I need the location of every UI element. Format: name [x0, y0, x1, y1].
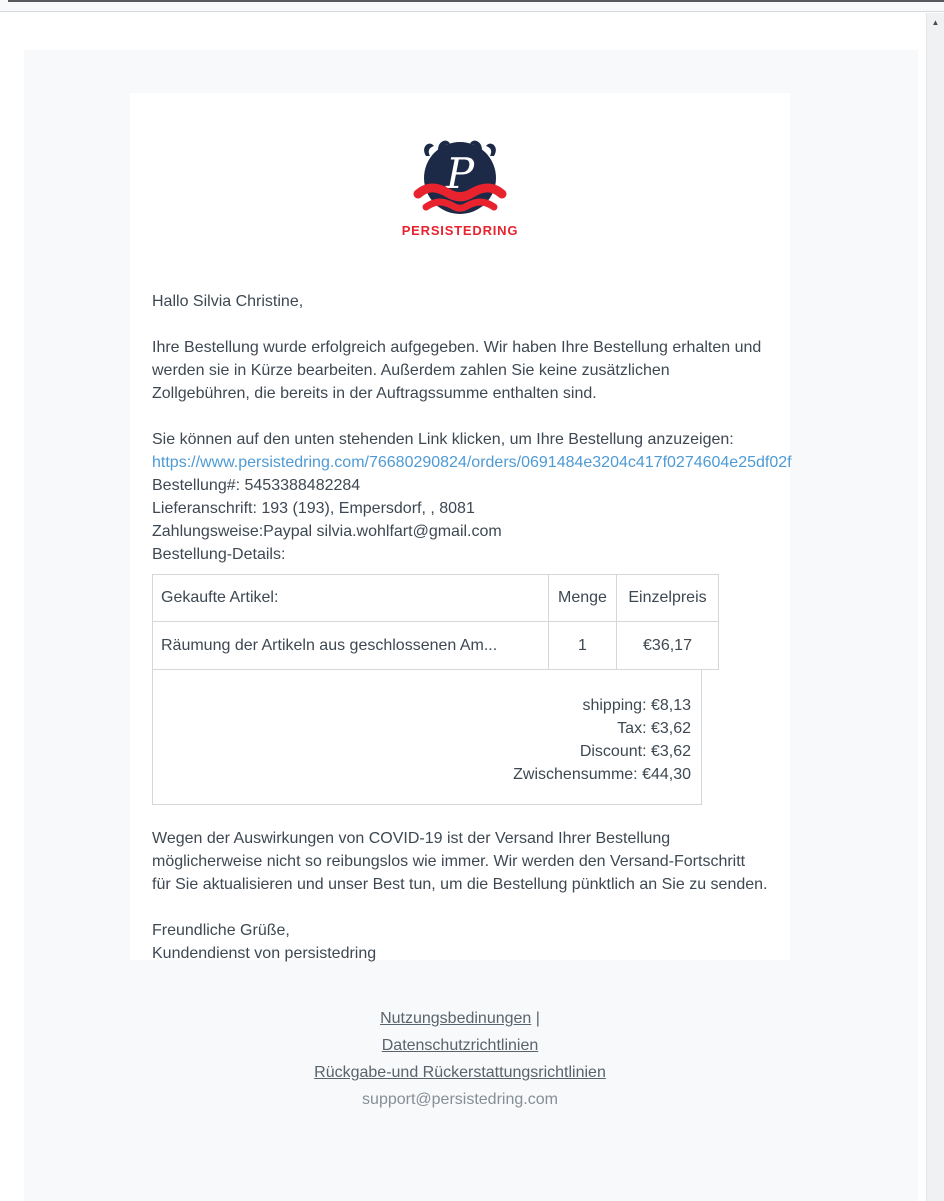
order-table-header-row	[153, 575, 719, 622]
top-border-line	[8, 0, 944, 2]
totals-subtotal: Zwischensumme: €44,30	[513, 766, 691, 783]
greeting-text: Hallo Silvia Christine,	[152, 293, 304, 310]
totals-tax: Tax: €3,62	[617, 720, 691, 737]
footer-line-returns	[130, 1059, 790, 1086]
item-price: €36,17	[617, 622, 719, 670]
returns-link[interactable]: Rückgabe-und Rückerstattungsrichtlinien	[314, 1064, 606, 1081]
header-items: Gekaufte Artikel:	[153, 575, 549, 622]
header-unit-price: Einzelpreis	[617, 575, 719, 622]
terms-link[interactable]: Nutzungsbedinungen	[380, 1010, 532, 1027]
brand-logo-icon	[412, 138, 508, 216]
signature-text: Kundendienst von persistedring	[152, 945, 377, 962]
scroll-up-arrow-icon[interactable]: ▲	[931, 17, 940, 27]
email-card	[130, 93, 790, 960]
footer-separator: |	[535, 1010, 540, 1027]
support-email: support@persistedring.com	[362, 1091, 558, 1108]
brand-name: PERSISTEDRING	[401, 223, 519, 238]
order-table	[152, 574, 719, 670]
brand-logo	[152, 93, 768, 238]
link-intro-text: Sie können auf den unten stehenden Link klicken, um Ihre Bestellung anzuzeigen:	[152, 431, 734, 448]
shipping-address: Lieferanschrift: 193 (193), Empersdorf, , 8081	[152, 500, 475, 517]
order-link[interactable]: https://www.persistedring.com/76680290824/orders/0691484e3204c417f0274604e25df02f	[152, 454, 792, 471]
intro-paragraph: Ihre Bestellung wurde erfolgreich aufgegeben. Wir haben Ihre Bestellung erhalten und werden sie in Kürze bearbeiten. Außerdem zahlen Sie keine zusätzlichen Zollgebühren, die bereits in der Auftragssumme enthalten sind.	[152, 339, 762, 402]
email-footer	[130, 1005, 790, 1113]
order-totals	[152, 670, 702, 805]
vertical-scrollbar[interactable]	[926, 13, 944, 1201]
order-details-label: Bestellung-Details:	[152, 546, 286, 563]
item-title: Räumung der Artikeln aus geschlossenen Am...	[153, 622, 549, 670]
totals-discount: Discount: €3,62	[579, 743, 691, 760]
svg-text:P: P	[445, 149, 475, 198]
footer-line-privacy	[130, 1032, 790, 1059]
payment-method: Zahlungsweise:Paypal silvia.wohlfart@gmail.com	[152, 523, 502, 540]
closing-text: Freundliche Grüße,	[152, 922, 290, 939]
privacy-link[interactable]: Datenschutzrichtlinien	[381, 1037, 539, 1054]
order-link-line	[152, 451, 792, 474]
totals-shipping: shipping: €8,13	[582, 697, 691, 714]
covid-note: Wegen der Auswirkungen von COVID-19 ist der Versand Ihrer Bestellung möglicherweise nicht so reibungslos wie immer. Wir werden den Versand-Fortschritt für Sie aktualisieren und unser Best tun, um die Bestellung pünktlich an Sie zu senden.	[152, 830, 768, 893]
footer-line-terms	[130, 1005, 790, 1032]
order-table-row	[153, 622, 719, 670]
header-quantity: Menge	[549, 575, 617, 622]
order-number: Bestellung#: 5453388482284	[152, 477, 361, 494]
item-quantity: 1	[549, 622, 617, 670]
email-viewport	[24, 50, 918, 1201]
